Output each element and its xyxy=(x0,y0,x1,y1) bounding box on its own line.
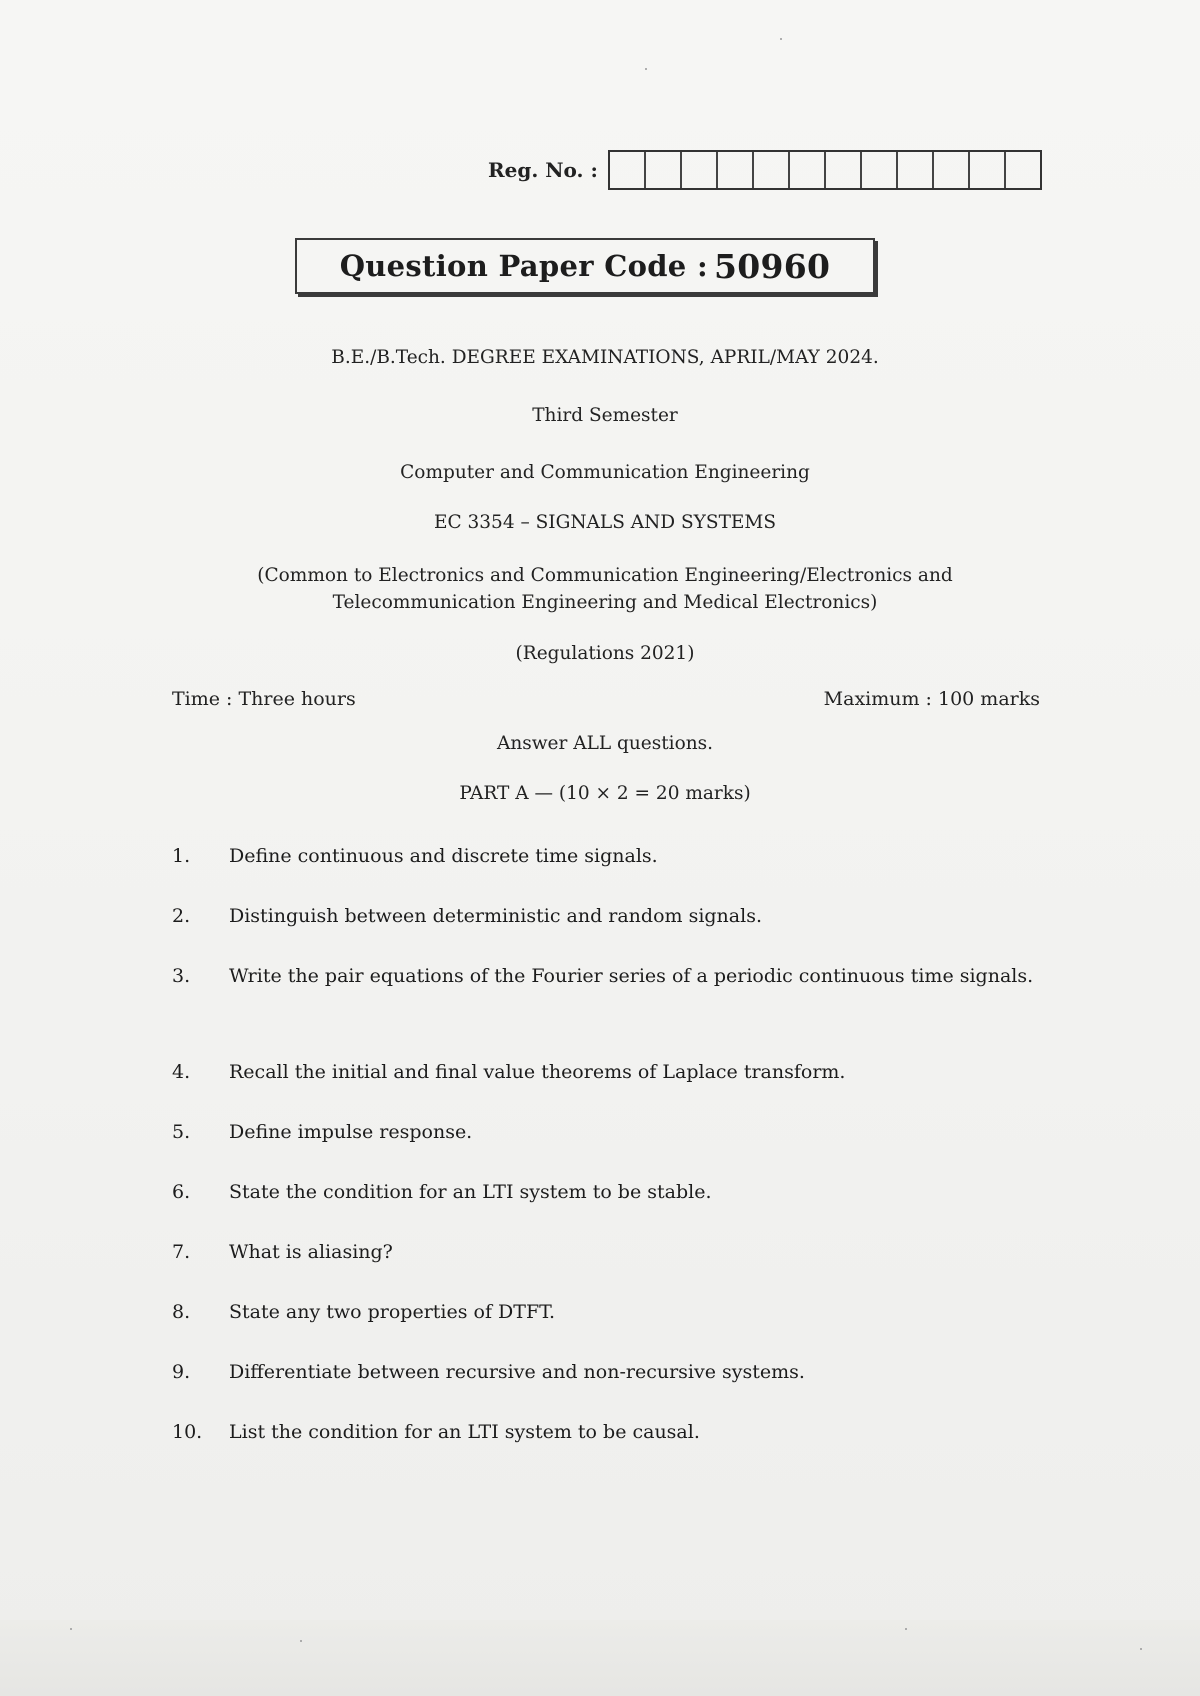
scan-speck xyxy=(70,1628,72,1630)
question-8 xyxy=(172,1294,1042,1330)
question-paper-code-label: Question Paper Code : xyxy=(339,249,708,283)
reg-number-box xyxy=(790,152,826,188)
question-paper-code-box xyxy=(295,238,875,294)
question-number: 6. xyxy=(172,1181,191,1203)
reg-number-boxes xyxy=(608,150,1042,190)
scan-speck xyxy=(905,1628,907,1630)
degree-line: B.E./B.Tech. DEGREE EXAMINATIONS, APRIL/MAY 2024. xyxy=(331,347,879,368)
time-and-marks xyxy=(172,688,1040,710)
question-text: Recall the initial and final value theorems of Laplace transform. xyxy=(229,1061,846,1083)
question-1 xyxy=(172,838,1042,874)
reg-number-box xyxy=(898,152,934,188)
reg-label: Reg. No. : xyxy=(488,158,598,182)
reg-number-box xyxy=(646,152,682,188)
branch: Computer and Communication Engineering xyxy=(400,462,810,483)
part-a-heading: PART A — (10 × 2 = 20 marks) xyxy=(459,783,751,804)
scan-bottom-band xyxy=(0,1620,1200,1696)
reg-number-box xyxy=(862,152,898,188)
question-text: Define impulse response. xyxy=(229,1121,473,1143)
question-text: Differentiate between recursive and non-recursive systems. xyxy=(229,1361,805,1383)
question-text: State any two properties of DTFT. xyxy=(229,1301,556,1323)
reg-number-box xyxy=(934,152,970,188)
question-paper-code: 50960 xyxy=(713,246,831,286)
reg-number-box xyxy=(1006,152,1040,188)
question-4 xyxy=(172,1054,1042,1090)
question-number: 8. xyxy=(172,1301,191,1323)
scan-speck xyxy=(1140,1648,1142,1650)
question-7 xyxy=(172,1234,1042,1270)
scan-speck xyxy=(300,1640,302,1642)
maximum-marks: Maximum : 100 marks xyxy=(823,688,1040,710)
common-to-line-1: (Common to Electronics and Communication Engineering/Electronics and xyxy=(257,565,953,586)
registration-number xyxy=(488,150,1042,190)
question-5 xyxy=(172,1114,1042,1150)
question-6 xyxy=(172,1174,1042,1210)
time-allowed: Time : Three hours xyxy=(172,688,356,710)
question-number: 9. xyxy=(172,1361,191,1383)
semester: Third Semester xyxy=(532,405,678,426)
scan-speck xyxy=(645,68,647,70)
question-9 xyxy=(172,1354,1042,1390)
question-text: Define continuous and discrete time signals. xyxy=(229,845,658,867)
common-to-line-2: Telecommunication Engineering and Medical Electronics) xyxy=(332,592,878,613)
question-text: State the condition for an LTI system to be stable. xyxy=(229,1181,712,1203)
question-text: Write the pair equations of the Fourier series of a periodic continuous time signals. xyxy=(229,965,1034,987)
course-title: EC 3354 – SIGNALS AND SYSTEMS xyxy=(433,512,777,533)
reg-number-box xyxy=(754,152,790,188)
question-number: 4. xyxy=(172,1061,191,1083)
question-number: 7. xyxy=(172,1241,191,1263)
question-number: 2. xyxy=(172,905,191,927)
question-number: 3. xyxy=(172,965,191,987)
question-number: 5. xyxy=(172,1121,191,1143)
reg-number-box xyxy=(970,152,1006,188)
regulations: (Regulations 2021) xyxy=(515,643,695,664)
reg-number-box xyxy=(682,152,718,188)
reg-number-box xyxy=(610,152,646,188)
question-10 xyxy=(172,1414,1042,1450)
question-3 xyxy=(172,958,1042,994)
question-number: 10. xyxy=(172,1421,203,1443)
question-text: List the condition for an LTI system to be causal. xyxy=(229,1421,700,1443)
reg-number-box xyxy=(826,152,862,188)
instruction: Answer ALL questions. xyxy=(496,733,714,754)
question-2 xyxy=(172,898,1042,934)
question-text: What is aliasing? xyxy=(229,1241,393,1263)
reg-number-box xyxy=(718,152,754,188)
question-number: 1. xyxy=(172,845,191,867)
scan-speck xyxy=(780,38,782,40)
question-text: Distinguish between deterministic and random signals. xyxy=(229,905,762,927)
